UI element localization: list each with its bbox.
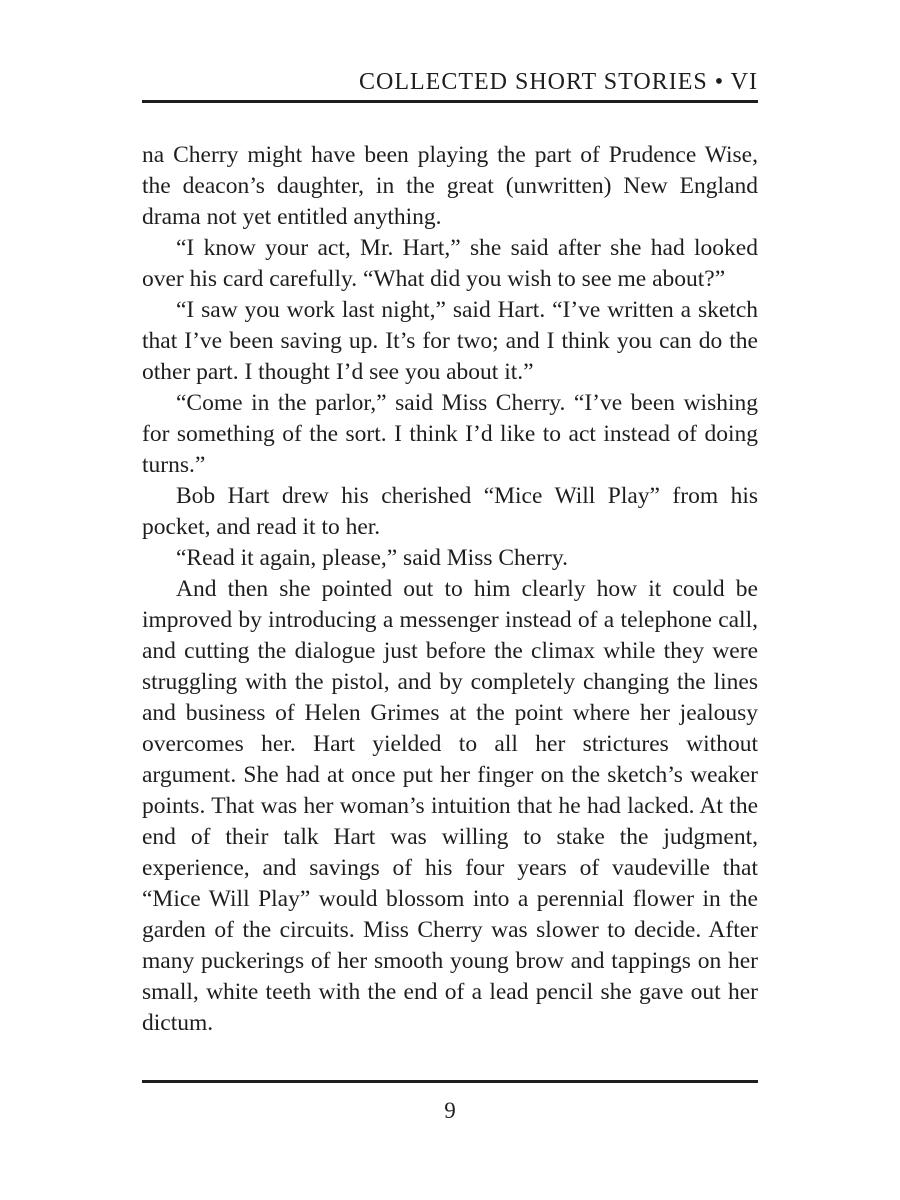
footer-rule	[142, 1080, 758, 1083]
paragraph: “Come in the parlor,” said Miss Cherry. “I’ve been wishing for something of the sort. I think I’d like to act instead of doing turns.”	[142, 390, 758, 478]
paragraph: And then she pointed out to him clearly how it could be improved by introducing a messenger instead of a telephone call, and cutting the dialogue just before the climax while they were struggling with the pistol, and by completely changing the lines and business of Helen Grimes at the point where her jealousy overcomes her. Hart yielded to all her strictures without argument. She had at once put her finger on the sketch’s weaker points. That was her woman’s intuition that he had lacked. At the end of their talk Hart was willing to stake the judgment, experience, and savings of his four years of vaudeville that “Mice Will Play” would blossom into a perennial flower in the garden of the circuits. Miss Cherry was slower to decide. After many puckerings of her smooth young brow and tappings on her small, white teeth with the end of a lead pencil she gave out her dictum.	[142, 576, 758, 1036]
paragraph: “I saw you work last night,” said Hart. “I’ve written a sketch that I’ve been saving up. It’s for two; and I think you can do the other part. I thought I’d see you about it.”	[142, 297, 758, 385]
paragraph: Bob Hart drew his cherished “Mice Will Play” from his pocket, and read it to her.	[142, 483, 758, 540]
paragraph: na Cherry might have been playing the part of Prudence Wise, the deacon’s daughter, in the great (unwritten) New England drama not yet entitled anything.	[142, 142, 758, 230]
page-number: 9	[444, 1098, 456, 1123]
paragraph: “I know your act, Mr. Hart,” she said after she had looked over his card carefully. “What did you wish to see me about?”	[142, 235, 758, 292]
header-rule	[142, 100, 758, 103]
running-head: COLLECTED SHORT STORIES • VI	[359, 69, 758, 95]
paragraph: “Read it again, please,” said Miss Cherry.	[176, 545, 568, 571]
body-text	[142, 140, 758, 1039]
